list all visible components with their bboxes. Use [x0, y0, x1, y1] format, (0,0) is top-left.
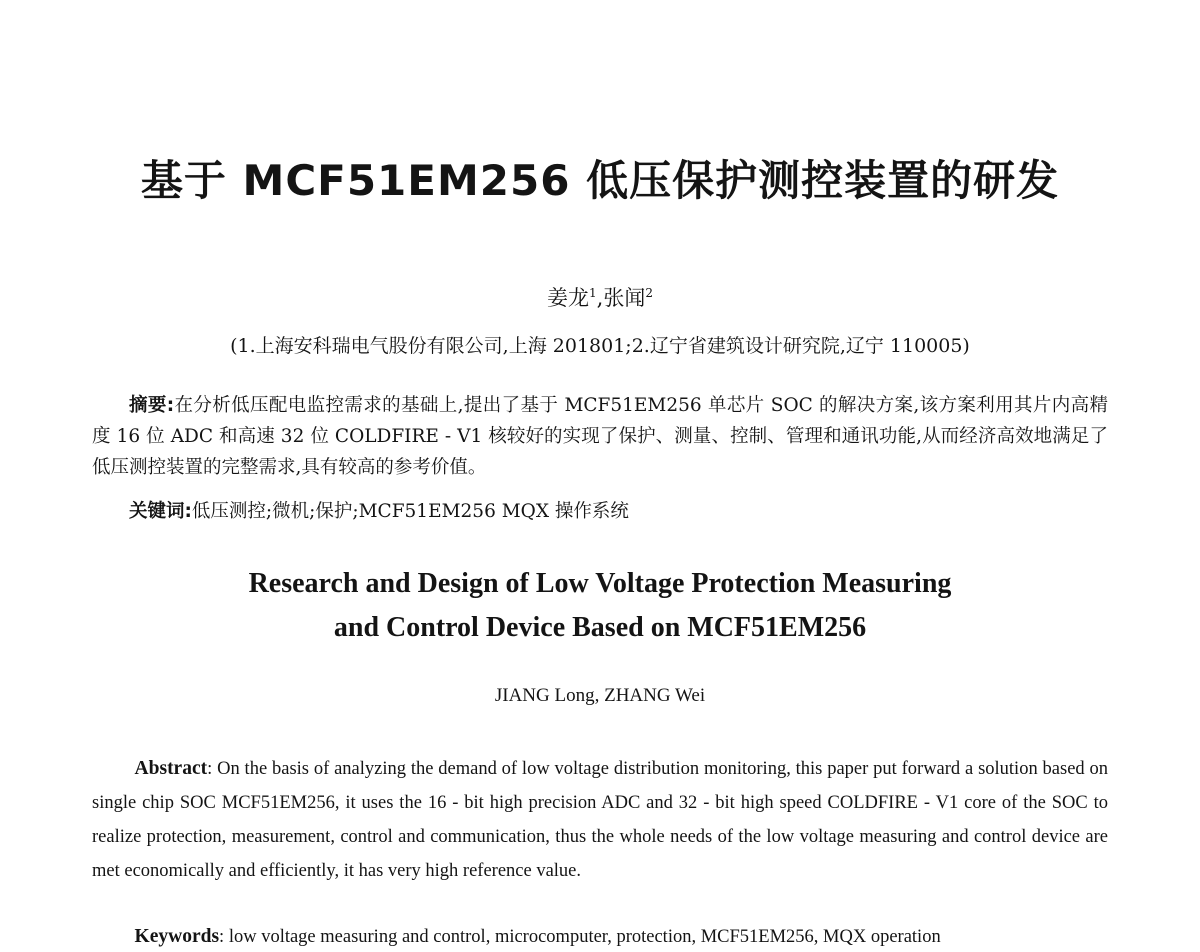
- english-abstract-label: Abstract: [134, 758, 208, 779]
- english-keywords-label: Keywords: [134, 926, 220, 947]
- chinese-keywords-label: 关键词:: [129, 501, 192, 522]
- english-keywords-text: low voltage measuring and control, microcomputer, protection, MCF51EM256, MQX operation: [228, 927, 941, 947]
- chinese-keywords: [92, 497, 1108, 523]
- english-title-line-2: and Control Device Based on MCF51EM256: [333, 612, 867, 643]
- chinese-keywords-text: 低压测控;微机;保护;MCF51EM256 MQX 操作系统: [191, 501, 629, 522]
- chinese-title: 基于 MCF51EM256 低压保护测控装置的研发: [140, 156, 1060, 205]
- chinese-affiliations: (1.上海安科瑞电气股份有限公司,上海 201801;2.辽宁省建筑设计研究院,辽宁 110005): [230, 335, 970, 357]
- chinese-authors: [0, 282, 1200, 312]
- author-2-name: 张闻: [603, 286, 646, 310]
- english-title-line-1: Research and Design of Low Voltage Protection Measuring: [248, 568, 952, 599]
- english-abstract: [92, 752, 1108, 888]
- chinese-abstract: [92, 390, 1108, 483]
- english-authors: JIANG Long, ZHANG Wei: [494, 685, 706, 706]
- author-1-affil-mark: 1: [589, 286, 597, 300]
- english-title: [0, 562, 1200, 650]
- chinese-abstract-text: 在分析低压配电监控需求的基础上,提出了基于 MCF51EM256 单芯片 SOC 的解决方案,该方案利用其片内高精度 16 位 ADC 和高速 32 位 COLDFIRE - V1 核较好的实现了保护、测量、控制、管理和通讯功能,从而经济高效地满足了低压测控装置的完整需求,具有较高的参考价值。: [92, 395, 1109, 478]
- english-abstract-separator: :: [207, 759, 218, 779]
- author-separator: ,: [596, 286, 604, 310]
- english-keywords: [92, 926, 1108, 948]
- author-2-affil-mark: 2: [645, 286, 653, 300]
- english-keywords-separator: :: [219, 927, 229, 947]
- chinese-abstract-label: 摘要:: [129, 395, 175, 416]
- english-abstract-text: On the basis of analyzing the demand of low voltage distribution monitoring, this paper put forward a solution based on single chip SOC MCF51EM256, it uses the 16 - bit high precision ADC and 32 - bit high speed COLDFIRE - V1 core of the SOC to realize protection, measurement, control and communication, thus the whole needs of the low voltage measuring and control device are met economically and efficiently, it has very high reference value.: [92, 759, 1108, 881]
- author-1-name: 姜龙: [547, 286, 590, 310]
